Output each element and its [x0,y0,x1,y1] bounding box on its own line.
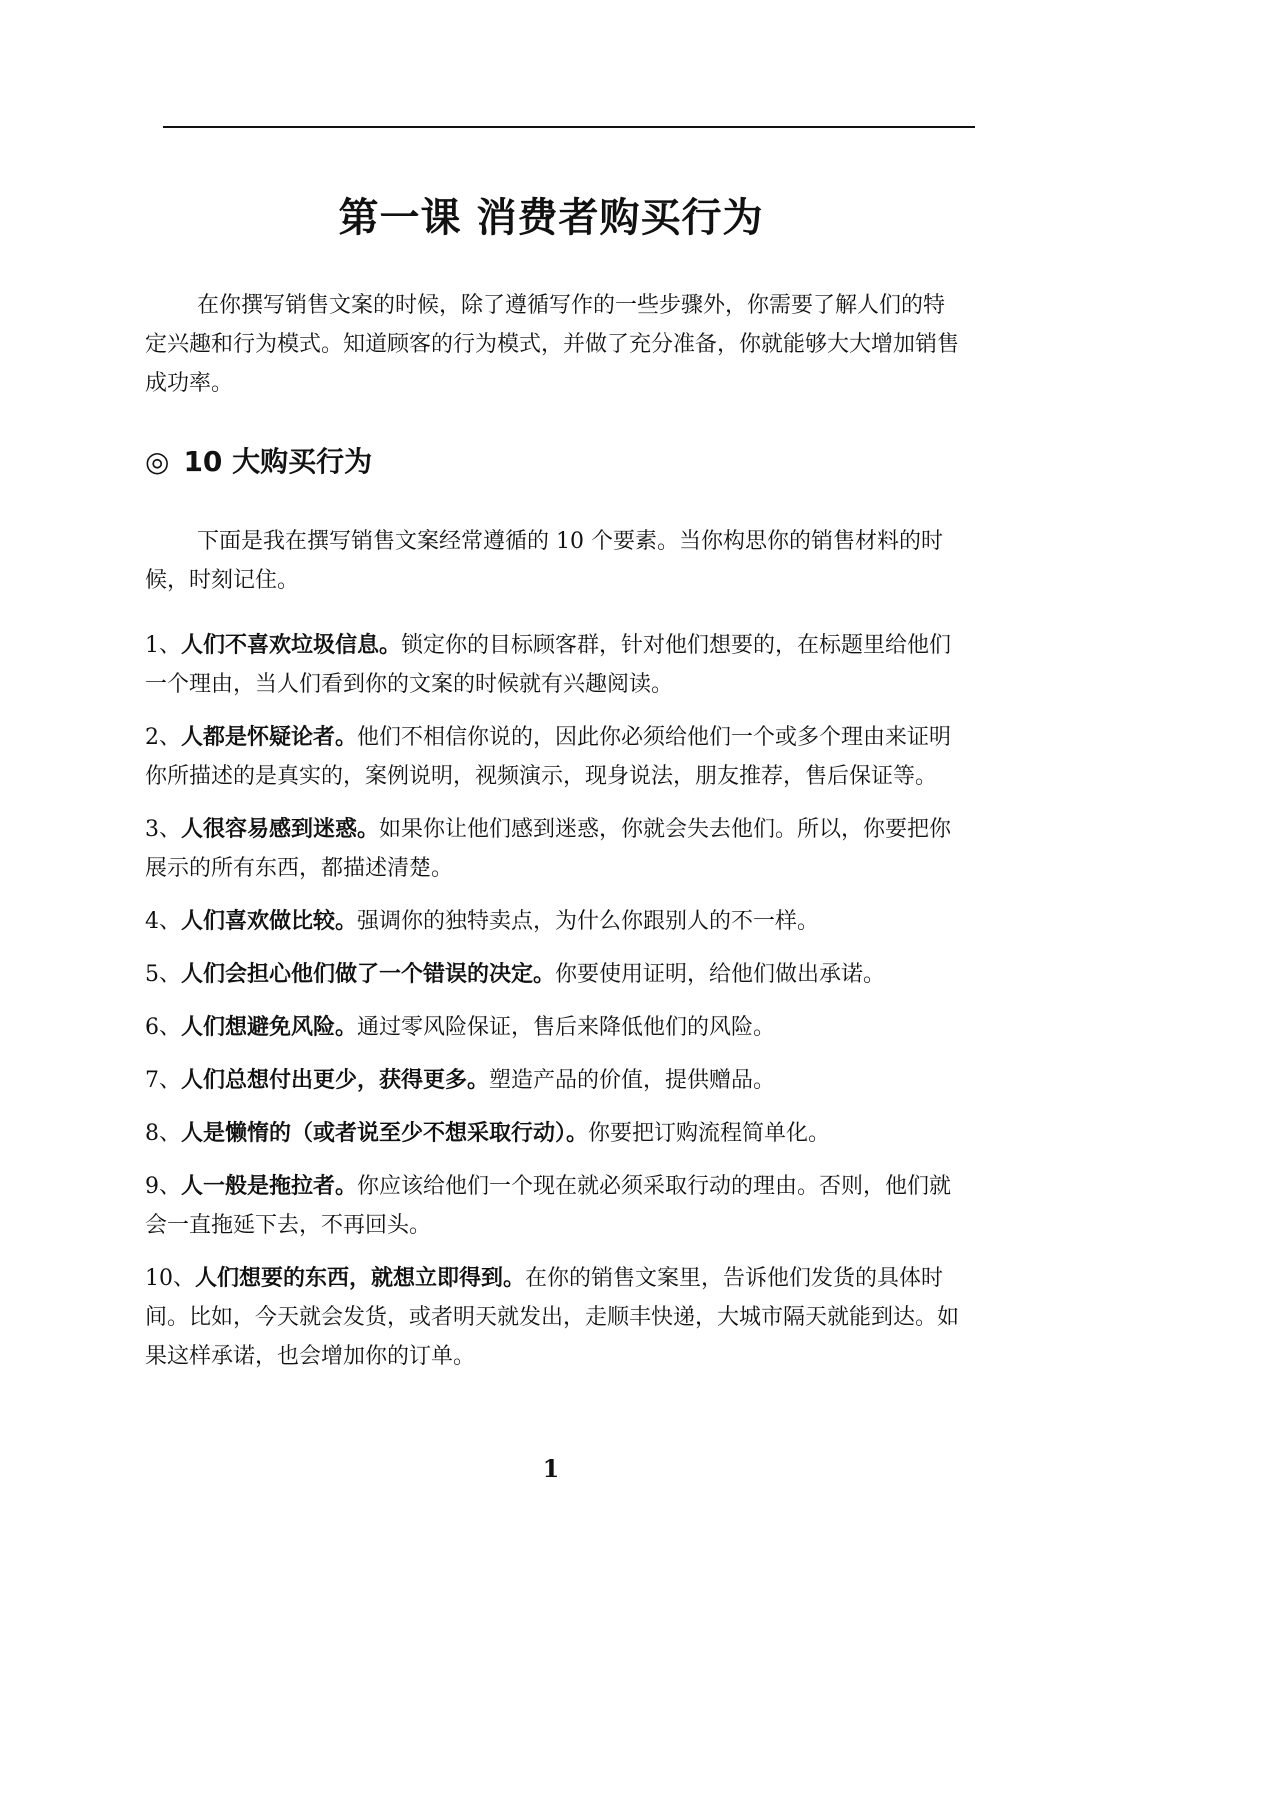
item-explanation: 强调你的独特卖点，为什么你跟别人的不一样。 [357,909,820,934]
item-bold-statement: 人们会担心他们做了一个错误的决定。 [181,962,556,987]
item-number: 6、 [145,1015,181,1040]
item-number: 1、 [145,633,181,658]
list-item [145,718,965,796]
section-lead-paragraph: 下面是我在撰写销售文案经常遵循的 10 个要素。当你构思你的销售材料的时候，时刻记住。 [145,529,943,593]
item-number: 5、 [145,962,181,987]
item-explanation: 如果你让他们感到迷惑，你就会失去他们。所以，你要把你展示的所有东西，都描述清楚。 [145,817,952,881]
item-explanation: 他们不相信你说的，因此你必须给他们一个或多个理由来证明你所描述的是真实的，案例说明，视频演示，现身说法，朋友推荐，售后保证等。 [145,725,952,789]
list-item [145,810,965,888]
intro-paragraph: 在你撰写销售文案的时候，除了遵循写作的一些步骤外，你需要了解人们的特定兴趣和行为模式。知道顾客的行为模式，并做了充分准备，你就能够大大增加销售成功率。 [145,293,960,396]
list-item [145,1259,965,1376]
item-bold-statement: 人一般是拖拉者。 [181,1174,358,1199]
page-number: 1 [542,1454,560,1483]
item-explanation: 你应该给他们一个现在就必须采取行动的理由。否则，他们就会一直拖延下去，不再回头。 [145,1174,952,1238]
item-bold-statement: 人们想避免风险。 [181,1015,358,1040]
item-number: 8、 [145,1121,181,1146]
item-bold-statement: 人们想要的东西，就想立即得到。 [195,1266,526,1291]
list-item [145,1061,965,1100]
lesson-title: 第一课 消费者购买行为 [338,195,764,241]
list-item [145,1008,965,1047]
item-bold-statement: 人们喜欢做比较。 [181,909,358,934]
section-heading-text: 10 大购买行为 [183,445,373,478]
item-number: 3、 [145,817,181,842]
item-bold-statement: 人很容易感到迷惑。 [181,817,380,842]
item-number: 7、 [145,1068,181,1093]
item-number: 9、 [145,1174,181,1199]
list-item [145,1114,965,1153]
header-rule [163,126,975,128]
item-bold-statement: 人们总想付出更少，获得更多。 [181,1068,490,1093]
list-item [145,626,965,704]
item-bold-statement: 人们不喜欢垃圾信息。 [181,633,402,658]
item-explanation: 你要使用证明，给他们做出承诺。 [555,962,886,987]
list-item [145,955,965,994]
item-bold-statement: 人是懒惰的（或者说至少不想采取行动）。 [181,1121,589,1146]
item-explanation: 你要把订购流程简单化。 [588,1121,831,1146]
double-circle-icon: ◎ [145,445,170,478]
list-item [145,1167,965,1245]
item-number: 2、 [145,725,181,750]
item-explanation: 塑造产品的价值，提供赠品。 [489,1068,776,1093]
item-number: 4、 [145,909,181,934]
item-explanation: 锁定你的目标顾客群，针对他们想要的，在标题里给他们一个理由，当人们看到你的文案的时候就有兴趣阅读。 [145,633,952,697]
section-heading [145,440,372,480]
list-item [145,902,965,941]
behavior-list [145,626,965,1390]
item-number: 10、 [145,1266,195,1291]
item-explanation: 通过零风险保证，售后来降低他们的风险。 [357,1015,776,1040]
item-bold-statement: 人都是怀疑论者。 [181,725,358,750]
item-explanation: 在你的销售文案里，告诉他们发货的具体时间。比如，今天就会发货，或者明天就发出，走顺丰快递，大城市隔天就能到达。如果这样承诺，也会增加你的订单。 [145,1266,960,1369]
